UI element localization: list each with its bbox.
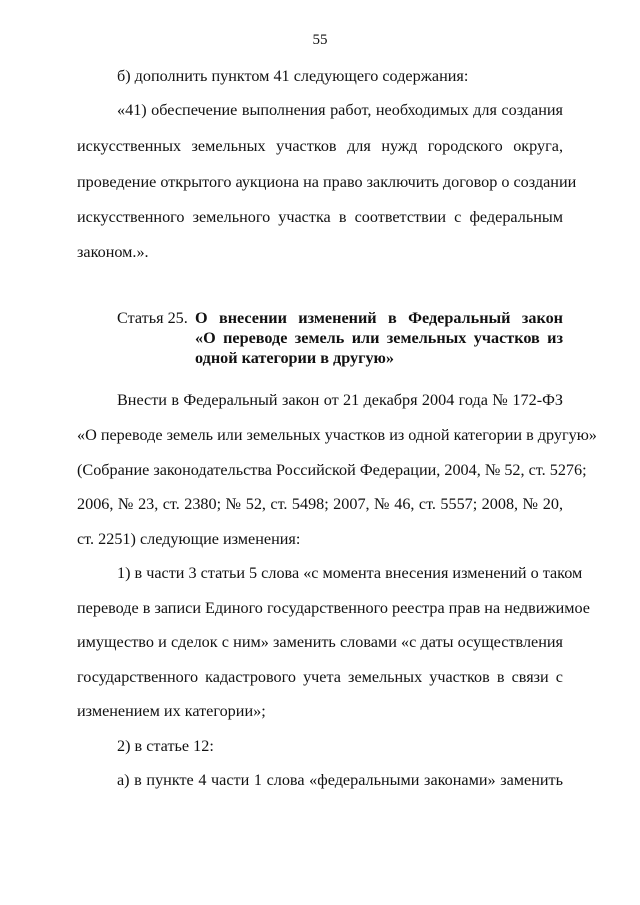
paragraph-line: ст. 2251) следующие изменения:: [77, 530, 301, 548]
page-number: 55: [312, 32, 328, 48]
paragraph-line: изменением их категории»;: [77, 702, 266, 720]
paragraph-line: государственного кадастрового учета земельных участков в связи с: [77, 668, 563, 686]
paragraph-line: имущество и сделок с ним» заменить словами «с даты осуществления: [77, 633, 563, 651]
paragraph-line: Внести в Федеральный закон от 21 декабря 2004 года № 172-ФЗ: [117, 391, 563, 409]
paragraph-line: а) в пункте 4 части 1 слова «федеральными законами» заменить: [117, 771, 563, 789]
paragraph-line: «41) обеспечение выполнения работ, необходимых для создания: [117, 101, 563, 119]
article-title-line: «О переводе земель или земельных участков из: [195, 329, 563, 347]
paragraph-line: (Собрание законодательства Российской Федерации, 2004, № 52, ст. 5276;: [77, 461, 587, 479]
paragraph-line: б) дополнить пунктом 41 следующего содержания:: [117, 67, 469, 85]
paragraph-line: переводе в записи Единого государственного реестра прав на недвижимое: [77, 599, 590, 617]
article-title-line: одной категории в другую»: [195, 349, 395, 367]
paragraph-line: законом.».: [77, 243, 149, 261]
paragraph-line: 2) в статье 12:: [117, 737, 214, 755]
article-title: [195, 308, 563, 368]
paragraph-line: 2006, № 23, ст. 2380; № 52, ст. 5498; 2007, № 46, ст. 5557; 2008, № 20,: [77, 495, 563, 513]
article-title-line: О внесении изменений в Федеральный закон: [195, 309, 563, 327]
paragraph-line: искусственных земельных участков для нужд городского округа,: [77, 137, 563, 155]
paragraph-line: «О переводе земель или земельных участков из одной категории в другую»: [77, 426, 597, 444]
paragraph-line: 1) в части 3 статьи 5 слова «с момента внесения изменений о таком: [117, 564, 583, 582]
article-label: Статья 25.: [117, 309, 188, 327]
paragraph-line: проведение открытого аукциона на право заключить договор о создании: [77, 173, 577, 191]
paragraph-line: искусственного земельного участка в соответствии с федеральным: [77, 208, 563, 226]
